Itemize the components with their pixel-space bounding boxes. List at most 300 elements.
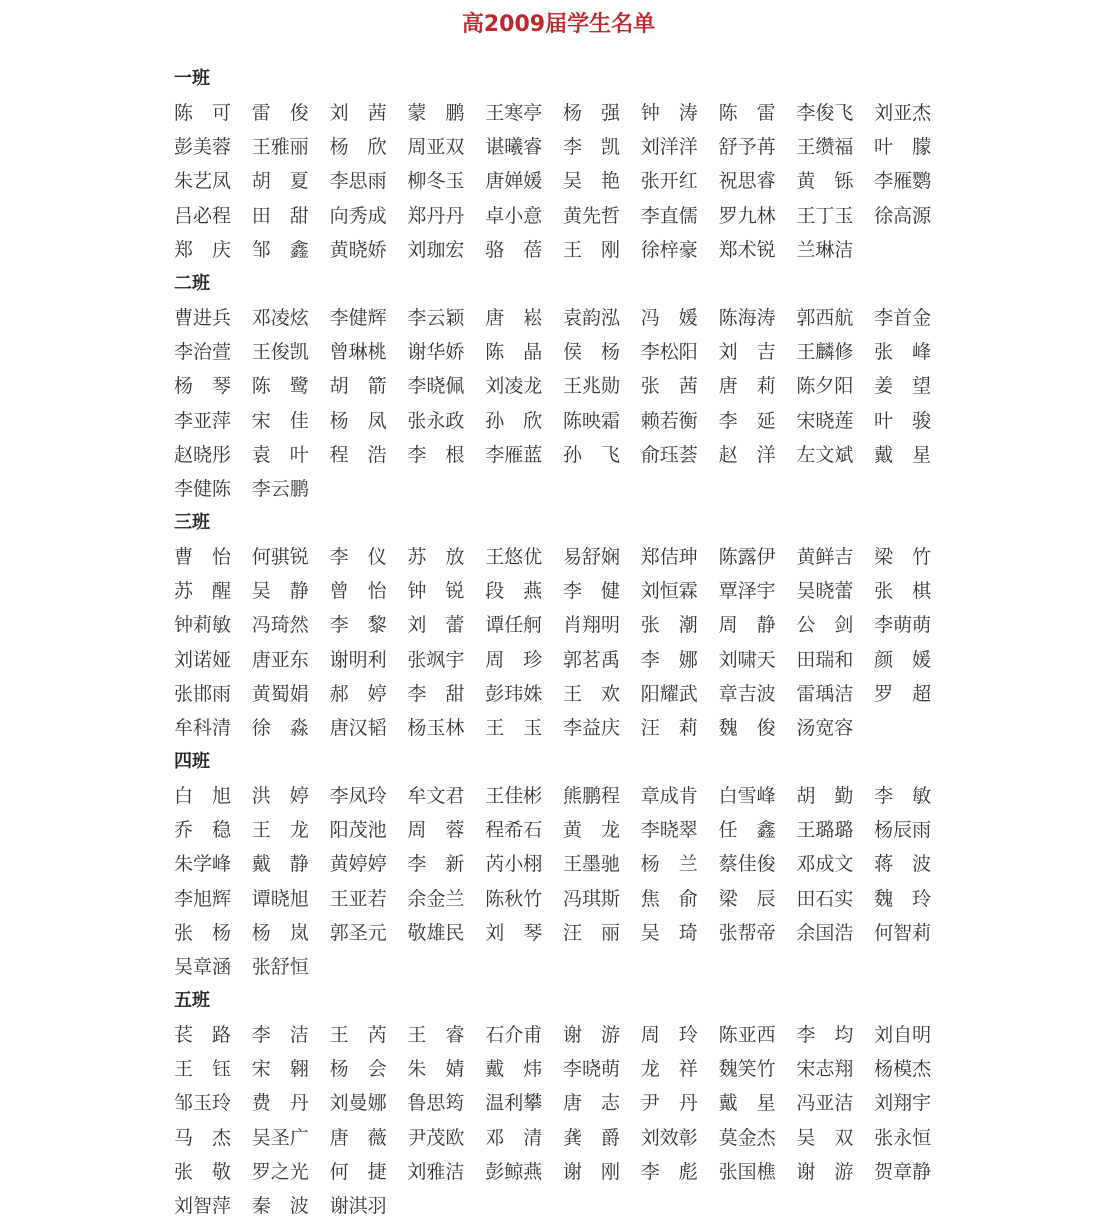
class-heading: 一班 bbox=[174, 68, 210, 89]
student-name: 田石实 bbox=[796, 887, 854, 910]
student-name: 王龙 bbox=[251, 819, 328, 842]
student-name: 张开红 bbox=[640, 170, 698, 193]
student-name: 陈夕阳 bbox=[796, 375, 854, 398]
name-row bbox=[174, 404, 954, 438]
student-name: 冯琪斯 bbox=[562, 887, 620, 910]
student-name: 牟科清 bbox=[174, 716, 232, 739]
student-name: 邓清 bbox=[485, 1126, 562, 1149]
student-name: 钟锐 bbox=[407, 580, 484, 603]
student-name: 钟涛 bbox=[640, 102, 717, 124]
name-row bbox=[174, 301, 954, 335]
student-name: 郭西航 bbox=[796, 307, 854, 329]
student-name: 郑佶珅 bbox=[640, 546, 698, 568]
student-name: 尹丹 bbox=[640, 1092, 717, 1115]
student-name: 谢游 bbox=[796, 1160, 873, 1183]
student-name: 左文斌 bbox=[796, 443, 854, 466]
student-name: 郭茗禹 bbox=[562, 648, 620, 671]
student-name: 柳冬玉 bbox=[407, 170, 465, 193]
student-name: 李思雨 bbox=[329, 170, 387, 193]
student-name: 李娜 bbox=[640, 648, 717, 671]
student-name: 罗超 bbox=[874, 682, 951, 705]
name-row bbox=[174, 540, 954, 574]
student-name: 舒予苒 bbox=[718, 136, 776, 159]
student-name: 郑丹丹 bbox=[407, 204, 465, 227]
student-name: 梁辰 bbox=[718, 887, 795, 910]
student-name: 李俊飞 bbox=[796, 102, 854, 124]
student-name: 杨欣 bbox=[329, 136, 406, 159]
student-name: 唐婵媛 bbox=[485, 170, 543, 193]
name-row bbox=[174, 335, 954, 369]
student-name: 温利攀 bbox=[485, 1092, 543, 1115]
student-name: 唐薇 bbox=[329, 1126, 406, 1149]
student-name: 鲁思筠 bbox=[407, 1092, 465, 1115]
name-row bbox=[174, 779, 954, 813]
student-name: 李凯 bbox=[562, 136, 639, 159]
student-name: 张棋 bbox=[874, 580, 951, 603]
student-name: 冯琦然 bbox=[251, 614, 309, 637]
student-name: 李雁蓝 bbox=[485, 443, 543, 466]
name-row bbox=[174, 1155, 954, 1189]
student-name: 王墨驰 bbox=[562, 853, 620, 876]
student-name: 唐莉 bbox=[718, 375, 795, 398]
student-name: 阳茂池 bbox=[329, 819, 387, 842]
student-name: 王俊凯 bbox=[251, 341, 309, 364]
student-name: 曾琳桃 bbox=[329, 341, 387, 364]
student-name: 孙欣 bbox=[485, 409, 562, 432]
student-name: 谢游 bbox=[562, 1024, 639, 1046]
student-name: 段燕 bbox=[485, 580, 562, 603]
student-name: 吴章涵 bbox=[174, 955, 232, 978]
student-name: 何骐锐 bbox=[251, 546, 309, 568]
student-name: 徐梓豪 bbox=[640, 238, 698, 261]
student-name: 罗九林 bbox=[718, 204, 776, 227]
student-name: 刘翔宇 bbox=[874, 1092, 932, 1115]
name-row bbox=[174, 1018, 954, 1052]
student-name: 张潮 bbox=[640, 614, 717, 637]
student-name: 张国樵 bbox=[718, 1160, 776, 1183]
student-name: 杨强 bbox=[562, 102, 639, 124]
student-name: 李直儒 bbox=[640, 204, 698, 227]
student-name: 谭晓旭 bbox=[251, 887, 309, 910]
name-row bbox=[174, 950, 954, 984]
name-row bbox=[174, 574, 954, 608]
student-name: 蒙鹏 bbox=[407, 102, 484, 124]
name-row bbox=[174, 369, 954, 403]
student-name: 李治萱 bbox=[174, 341, 232, 364]
student-name: 戴星 bbox=[718, 1092, 795, 1115]
student-name: 李萌萌 bbox=[874, 614, 932, 637]
student-name: 俞珏荟 bbox=[640, 443, 698, 466]
student-name: 宋翱 bbox=[251, 1058, 328, 1081]
student-name: 黄龙 bbox=[562, 819, 639, 842]
student-name: 朱学峰 bbox=[174, 853, 232, 876]
student-name: 魏俊 bbox=[718, 716, 795, 739]
student-name: 石介甫 bbox=[485, 1024, 543, 1046]
student-name: 郭圣元 bbox=[329, 921, 387, 944]
student-name: 颜媛 bbox=[874, 648, 951, 671]
student-name: 王悠优 bbox=[485, 546, 543, 568]
student-name: 袁韵泓 bbox=[562, 307, 620, 329]
student-name: 李甜 bbox=[407, 682, 484, 705]
student-name: 田瑞和 bbox=[796, 648, 854, 671]
student-name: 杨兰 bbox=[640, 853, 717, 876]
student-name: 吕必程 bbox=[174, 204, 232, 227]
class-heading: 四班 bbox=[174, 751, 210, 772]
class-heading: 五班 bbox=[174, 990, 210, 1011]
student-name: 吴双 bbox=[796, 1126, 873, 1149]
student-name: 冯亚洁 bbox=[796, 1092, 854, 1115]
student-name: 赵洋 bbox=[718, 443, 795, 466]
student-name: 余金兰 bbox=[407, 887, 465, 910]
student-name: 刘蕾 bbox=[407, 614, 484, 637]
student-name: 李首金 bbox=[874, 307, 932, 329]
student-name: 李云鹏 bbox=[251, 477, 309, 500]
name-row bbox=[174, 608, 954, 642]
student-name: 龚爵 bbox=[562, 1126, 639, 1149]
student-name: 雷俊 bbox=[251, 102, 328, 124]
student-name: 马杰 bbox=[174, 1126, 251, 1149]
student-name: 王兆勋 bbox=[562, 375, 620, 398]
student-name: 李健辉 bbox=[329, 307, 387, 329]
student-name: 姜望 bbox=[874, 375, 951, 398]
name-row bbox=[174, 472, 954, 506]
student-name: 刘智萍 bbox=[174, 1194, 232, 1217]
student-name: 李晓翠 bbox=[640, 819, 698, 842]
student-name: 陈秋竹 bbox=[485, 887, 543, 910]
student-name: 黄铄 bbox=[796, 170, 873, 193]
student-name: 阳耀武 bbox=[640, 682, 698, 705]
student-name: 李亚萍 bbox=[174, 409, 232, 432]
student-name: 吴圣广 bbox=[251, 1126, 309, 1149]
student-name: 黄先哲 bbox=[562, 204, 620, 227]
student-name: 杨岚 bbox=[251, 921, 328, 944]
student-name: 何捷 bbox=[329, 1160, 406, 1183]
student-name: 何智莉 bbox=[874, 921, 932, 944]
student-name: 刘凌龙 bbox=[485, 375, 543, 398]
student-name: 任鑫 bbox=[718, 819, 795, 842]
student-name: 陈晶 bbox=[485, 341, 562, 364]
student-name: 杨辰雨 bbox=[874, 819, 932, 842]
name-row bbox=[174, 130, 954, 164]
student-name: 张舒恒 bbox=[251, 955, 309, 978]
name-row bbox=[174, 1121, 954, 1155]
student-name: 王刚 bbox=[562, 238, 639, 261]
student-name: 李凤玲 bbox=[329, 785, 387, 807]
student-name: 李洁 bbox=[251, 1024, 328, 1046]
student-name: 张邯雨 bbox=[174, 682, 232, 705]
student-name: 叶骏 bbox=[874, 409, 951, 432]
student-name: 戴星 bbox=[874, 443, 951, 466]
student-name: 王缵福 bbox=[796, 136, 854, 159]
student-name: 李均 bbox=[796, 1024, 873, 1046]
student-name: 李新 bbox=[407, 853, 484, 876]
student-name: 苌路 bbox=[174, 1024, 251, 1046]
student-name: 谢华娇 bbox=[407, 341, 465, 364]
student-name: 吴静 bbox=[251, 580, 328, 603]
student-name: 谢淇羽 bbox=[329, 1194, 387, 1217]
student-name: 焦俞 bbox=[640, 887, 717, 910]
name-row bbox=[174, 1052, 954, 1086]
student-name: 刘雅洁 bbox=[407, 1160, 465, 1183]
student-name: 胡夏 bbox=[251, 170, 328, 193]
student-name: 李云颖 bbox=[407, 307, 465, 329]
student-name: 秦波 bbox=[251, 1194, 328, 1217]
name-row bbox=[174, 711, 954, 745]
student-name: 郑术锐 bbox=[718, 238, 776, 261]
student-name: 陈海涛 bbox=[718, 307, 776, 329]
student-name: 唐亚东 bbox=[251, 648, 309, 671]
student-name: 黄鲜吉 bbox=[796, 546, 854, 568]
student-name: 刘诺娅 bbox=[174, 648, 232, 671]
student-name: 曹进兵 bbox=[174, 307, 232, 329]
student-name: 戴静 bbox=[251, 853, 328, 876]
student-name: 李益庆 bbox=[562, 716, 620, 739]
student-name: 刘曼娜 bbox=[329, 1092, 387, 1115]
student-name: 白雪峰 bbox=[718, 785, 776, 807]
student-name: 刘效彰 bbox=[640, 1126, 698, 1149]
student-name: 白旭 bbox=[174, 785, 251, 807]
student-name: 周珍 bbox=[485, 648, 562, 671]
student-name: 宋佳 bbox=[251, 409, 328, 432]
student-name: 袁叶 bbox=[251, 443, 328, 466]
page-title: 高2009届学生名单 bbox=[461, 12, 656, 37]
student-name: 贺章静 bbox=[874, 1160, 932, 1183]
student-name: 肖翔明 bbox=[562, 614, 620, 637]
student-name: 孙飞 bbox=[562, 443, 639, 466]
student-name: 魏玲 bbox=[874, 887, 951, 910]
student-name: 谢明利 bbox=[329, 648, 387, 671]
student-name: 王睿 bbox=[407, 1024, 484, 1046]
student-name: 郝婷 bbox=[329, 682, 406, 705]
student-name: 李晓萌 bbox=[562, 1058, 620, 1081]
student-name: 周蓉 bbox=[407, 819, 484, 842]
student-name: 张峰 bbox=[874, 341, 951, 364]
student-name: 冯媛 bbox=[640, 307, 717, 329]
student-name: 彭玮姝 bbox=[485, 682, 543, 705]
student-name: 刘琴 bbox=[485, 921, 562, 944]
student-name: 王玉 bbox=[485, 716, 562, 739]
student-name: 程浩 bbox=[329, 443, 406, 466]
class-heading: 三班 bbox=[174, 512, 210, 533]
class-section bbox=[174, 62, 954, 267]
student-name: 魏笑竹 bbox=[718, 1058, 776, 1081]
student-name: 李松阳 bbox=[640, 341, 698, 364]
student-name: 杨模杰 bbox=[874, 1058, 932, 1081]
student-name: 张永政 bbox=[407, 409, 465, 432]
student-name: 蒋波 bbox=[874, 853, 951, 876]
student-name: 洪婷 bbox=[251, 785, 328, 807]
student-name: 侯杨 bbox=[562, 341, 639, 364]
student-name: 周静 bbox=[718, 614, 795, 637]
student-name: 邓成文 bbox=[796, 853, 854, 876]
student-name: 彭美蓉 bbox=[174, 136, 232, 159]
student-name: 覃泽宇 bbox=[718, 580, 776, 603]
student-name: 徐高源 bbox=[874, 204, 932, 227]
student-name: 王丁玉 bbox=[796, 204, 854, 227]
student-name: 骆蓓 bbox=[485, 238, 562, 261]
student-name: 卓小意 bbox=[485, 204, 543, 227]
student-name: 王佳彬 bbox=[485, 785, 543, 807]
student-name: 陈露伊 bbox=[718, 546, 776, 568]
student-name: 黄婷婷 bbox=[329, 853, 387, 876]
class-section bbox=[174, 984, 954, 1223]
student-name: 唐崧 bbox=[485, 307, 562, 329]
student-name: 易舒娴 bbox=[562, 546, 620, 568]
student-name: 邓凌炫 bbox=[251, 307, 309, 329]
student-name: 张茜 bbox=[640, 375, 717, 398]
name-row bbox=[174, 1189, 954, 1223]
student-name: 刘恒霖 bbox=[640, 580, 698, 603]
student-name: 杨玉林 bbox=[407, 716, 465, 739]
student-name: 李敏 bbox=[874, 785, 951, 807]
student-name: 陈可 bbox=[174, 102, 251, 124]
student-name: 蔡佳俊 bbox=[718, 853, 776, 876]
name-row bbox=[174, 1086, 954, 1120]
student-name: 张帮帝 bbox=[718, 921, 776, 944]
student-name: 余国浩 bbox=[796, 921, 854, 944]
student-name: 周亚双 bbox=[407, 136, 465, 159]
student-name: 费丹 bbox=[251, 1092, 328, 1115]
student-name: 邹鑫 bbox=[251, 238, 328, 261]
student-name: 龙祥 bbox=[640, 1058, 717, 1081]
student-name: 祝思睿 bbox=[718, 170, 776, 193]
class-heading: 二班 bbox=[174, 273, 210, 294]
student-name: 刘珈宏 bbox=[407, 238, 465, 261]
student-name: 莫金杰 bbox=[718, 1126, 776, 1149]
student-name: 刘吉 bbox=[718, 341, 795, 364]
class-section bbox=[174, 506, 954, 745]
student-name: 王寒亭 bbox=[485, 102, 543, 124]
name-row bbox=[174, 813, 954, 847]
name-row bbox=[174, 233, 954, 267]
class-section bbox=[174, 745, 954, 984]
student-name: 王钰 bbox=[174, 1058, 251, 1081]
student-name: 叶朦 bbox=[874, 136, 951, 159]
student-name: 杨琴 bbox=[174, 375, 251, 398]
student-name: 熊鹏程 bbox=[562, 785, 620, 807]
student-name: 李彪 bbox=[640, 1160, 717, 1183]
student-name: 兰琳洁 bbox=[796, 238, 854, 261]
name-row bbox=[174, 916, 954, 950]
student-name: 周玲 bbox=[640, 1024, 717, 1046]
student-name: 吴琦 bbox=[640, 921, 717, 944]
student-name: 王亚若 bbox=[329, 887, 387, 910]
student-name: 芮小栩 bbox=[485, 853, 543, 876]
student-name: 黄晓娇 bbox=[329, 238, 387, 261]
student-name: 胡箭 bbox=[329, 375, 406, 398]
name-row bbox=[174, 199, 954, 233]
student-name: 张杨 bbox=[174, 921, 251, 944]
student-name: 王芮 bbox=[329, 1024, 406, 1046]
student-name: 赵晓彤 bbox=[174, 443, 232, 466]
student-name: 李根 bbox=[407, 443, 484, 466]
student-name: 雷瑀洁 bbox=[796, 682, 854, 705]
student-name: 戴炜 bbox=[485, 1058, 562, 1081]
student-name: 王璐璐 bbox=[796, 819, 854, 842]
student-name: 曾怡 bbox=[329, 580, 406, 603]
student-name: 李晓佩 bbox=[407, 375, 465, 398]
student-name: 杨凤 bbox=[329, 409, 406, 432]
student-name: 李黎 bbox=[329, 614, 406, 637]
student-name: 刘自明 bbox=[874, 1024, 932, 1046]
student-name: 曹怡 bbox=[174, 546, 251, 568]
student-name: 章成肯 bbox=[640, 785, 698, 807]
student-name: 刘啸天 bbox=[718, 648, 776, 671]
student-name: 朱艺凤 bbox=[174, 170, 232, 193]
student-name: 李延 bbox=[718, 409, 795, 432]
student-name: 乔稳 bbox=[174, 819, 251, 842]
student-name: 唐志 bbox=[562, 1092, 639, 1115]
student-name: 敬雄民 bbox=[407, 921, 465, 944]
student-name: 苏醒 bbox=[174, 580, 251, 603]
student-name: 李雁鹦 bbox=[874, 170, 932, 193]
student-name: 谢刚 bbox=[562, 1160, 639, 1183]
student-name: 陈亚西 bbox=[718, 1024, 776, 1046]
student-name: 梁竹 bbox=[874, 546, 951, 568]
student-name: 刘茜 bbox=[329, 102, 406, 124]
student-name: 张永恒 bbox=[874, 1126, 932, 1149]
student-name: 陈映霜 bbox=[562, 409, 620, 432]
student-name: 田甜 bbox=[251, 204, 328, 227]
student-name: 赖若衡 bbox=[640, 409, 698, 432]
student-name: 王欢 bbox=[562, 682, 639, 705]
student-name: 杨会 bbox=[329, 1058, 406, 1081]
name-row bbox=[174, 677, 954, 711]
student-name: 朱婧 bbox=[407, 1058, 484, 1081]
class-section bbox=[174, 267, 954, 506]
student-name: 邹玉玲 bbox=[174, 1092, 232, 1115]
name-row bbox=[174, 164, 954, 198]
name-row bbox=[174, 643, 954, 677]
student-name: 宋晓莲 bbox=[796, 409, 854, 432]
student-name: 王麟修 bbox=[796, 341, 854, 364]
student-name: 章吉波 bbox=[718, 682, 776, 705]
student-name: 汤宽容 bbox=[796, 716, 854, 739]
name-row bbox=[174, 847, 954, 881]
student-name: 张飒宇 bbox=[407, 648, 465, 671]
student-name: 郑庆 bbox=[174, 238, 251, 261]
student-name: 向秀成 bbox=[329, 204, 387, 227]
student-name: 李健 bbox=[562, 580, 639, 603]
student-name: 黄蜀娟 bbox=[251, 682, 309, 705]
student-name: 程希石 bbox=[485, 819, 543, 842]
student-name: 李仪 bbox=[329, 546, 406, 568]
student-name: 张敬 bbox=[174, 1160, 251, 1183]
name-row bbox=[174, 96, 954, 130]
name-row bbox=[174, 882, 954, 916]
student-name: 徐淼 bbox=[251, 716, 328, 739]
name-row bbox=[174, 438, 954, 472]
student-name: 陈鹭 bbox=[251, 375, 328, 398]
student-name: 尹茂欧 bbox=[407, 1126, 465, 1149]
student-name: 谭任舸 bbox=[485, 614, 543, 637]
student-name: 牟文君 bbox=[407, 785, 465, 807]
student-name: 苏放 bbox=[407, 546, 484, 568]
student-name: 吴晓蕾 bbox=[796, 580, 854, 603]
student-name: 王雅丽 bbox=[251, 136, 309, 159]
student-name: 胡勤 bbox=[796, 785, 873, 807]
student-name: 罗之光 bbox=[251, 1160, 309, 1183]
student-name: 钟莉敏 bbox=[174, 614, 232, 637]
student-name: 汪莉 bbox=[640, 716, 717, 739]
student-name: 谌曦睿 bbox=[485, 136, 543, 159]
student-name: 刘亚杰 bbox=[874, 102, 932, 124]
student-name: 公剑 bbox=[796, 614, 873, 637]
student-name: 吴艳 bbox=[562, 170, 639, 193]
student-name: 陈雷 bbox=[718, 102, 795, 124]
student-name: 李旭辉 bbox=[174, 887, 232, 910]
student-name: 宋志翔 bbox=[796, 1058, 854, 1081]
